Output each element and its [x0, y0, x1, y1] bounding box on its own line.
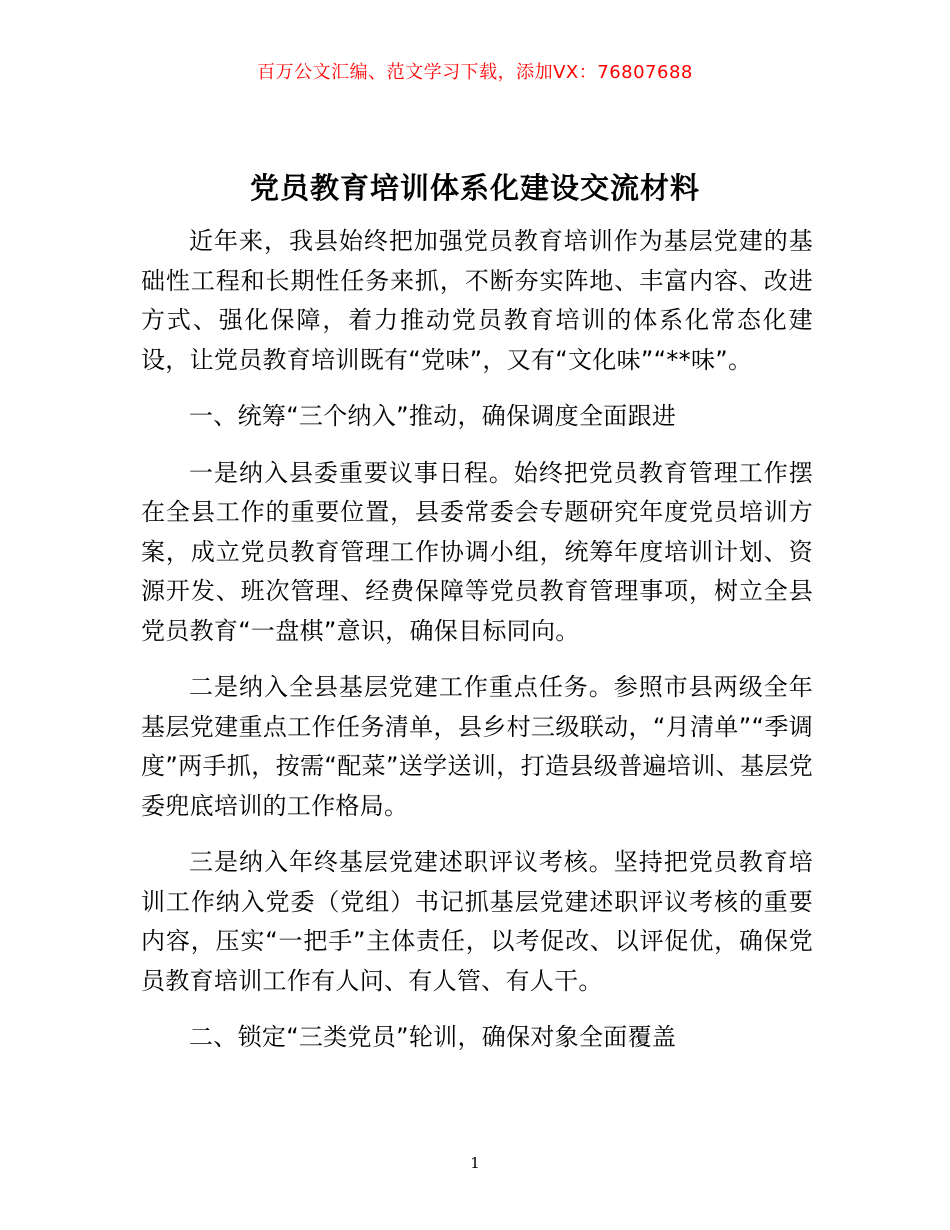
page-number: 1	[470, 1154, 480, 1172]
header-watermark-note: 百万公文汇编、范文学习下载，添加VX：76807688	[257, 62, 693, 83]
section-heading-2: 二、锁定“三类党员”轮训，确保对象全面覆盖	[189, 1023, 677, 1051]
paragraph-intro: 近年来，我县始终把加强党员教育培训作为基层党建的基础性工程和长期性任务来抓，不断夯实阵地、丰富内容、改进方式、强化保障，着力推动党员教育培训的体系化常态化建设，让党员教育培训既有“党味”，又有“文化味”“**味”。	[141, 227, 813, 374]
section-heading-1: 一、统筹“三个纳入”推动，确保调度全面跟进	[189, 402, 677, 430]
document-title: 党员教育培训体系化建设交流材料	[249, 171, 700, 205]
document-body	[141, 222, 813, 1075]
paragraph-item-3: 三是纳入年终基层党建述职评议考核。坚持把党员教育培训工作纳入党委（党组）书记抓基层党建述职评议考核的重要内容，压实“一把手”主体责任，以考促改、以评促优，确保党员教育培训工作有人问、有人管、有人干。	[141, 848, 813, 995]
paragraph-item-1: 一是纳入县委重要议事日程。始终把党员教育管理工作摆在全县工作的重要位置，县委常委会专题研究年度党员培训方案，成立党员教育管理工作协调小组，统筹年度培训计划、资源开发、班次管理、经费保障等党员教育管理事项，树立全县党员教育“一盘棋”意识，确保目标同向。	[141, 458, 813, 645]
paragraph-item-2: 二是纳入全县基层党建工作重点任务。参照市县两级全年基层党建重点工作任务清单，县乡村三级联动，“月清单”“季调度”两手抓，按需“配菜”送学送训，打造县级普遍培训、基层党委兜底培训的工作格局。	[141, 673, 813, 820]
